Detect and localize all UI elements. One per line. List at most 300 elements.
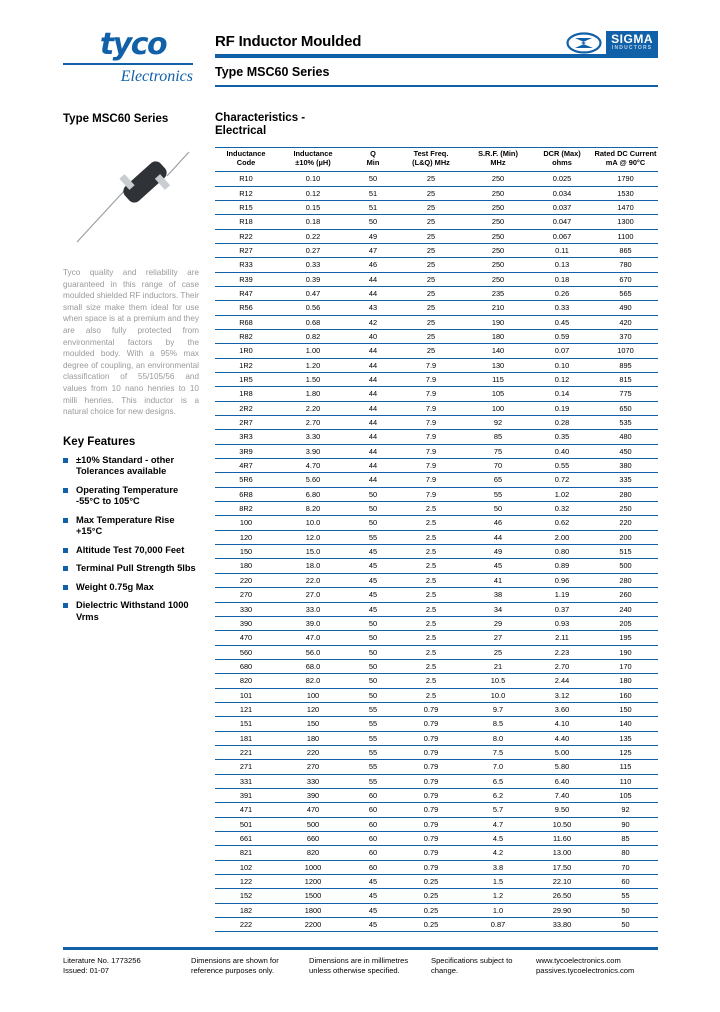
cell-test-freq: 2.5 <box>397 545 465 559</box>
cell-rated-current: 670 <box>593 272 658 286</box>
cell-srf: 235 <box>465 286 531 300</box>
brand-name: tyco <box>99 27 167 62</box>
table-row <box>215 918 658 932</box>
cell-dcr: 0.07 <box>531 344 593 358</box>
table-row <box>215 301 658 315</box>
cell-test-freq: 0.79 <box>397 860 465 874</box>
cell-dcr: 0.37 <box>531 602 593 616</box>
cell-rated-current: 500 <box>593 559 658 573</box>
cell-rated-current: 420 <box>593 315 658 329</box>
bullet-square-icon <box>63 488 68 493</box>
header-line2: MHz <box>490 157 506 167</box>
cell-inductance-code: 121 <box>215 702 277 716</box>
characteristics-heading-line1: Characteristics - <box>215 112 306 124</box>
cell-inductance-code: 680 <box>215 659 277 673</box>
cell-inductance-code: 151 <box>215 717 277 731</box>
cell-srf: 250 <box>465 258 531 272</box>
table-row <box>215 344 658 358</box>
cell-dcr: 0.40 <box>531 444 593 458</box>
right-column <box>215 112 658 932</box>
column-header-rated-current <box>593 148 658 172</box>
series-heading: Type MSC60 Series <box>63 113 169 125</box>
cell-rated-current: 335 <box>593 473 658 487</box>
table-row <box>215 315 658 329</box>
column-header-dcr <box>531 148 593 172</box>
cell-dcr: 0.26 <box>531 286 593 300</box>
title-divider-thin <box>215 85 658 87</box>
table-row <box>215 889 658 903</box>
cell-test-freq: 2.5 <box>397 602 465 616</box>
table-row <box>215 731 658 745</box>
cell-srf: 7.5 <box>465 745 531 759</box>
cell-inductance-value: 0.39 <box>277 272 349 286</box>
header-line1: Rated DC Current <box>594 149 657 158</box>
cell-inductance-value: 390 <box>277 788 349 802</box>
cell-rated-current: 380 <box>593 459 658 473</box>
cell-srf: 4.5 <box>465 832 531 846</box>
table-row <box>215 645 658 659</box>
product-photo <box>63 134 203 259</box>
header-line2: Code <box>236 157 256 167</box>
key-features-heading: Key Features <box>63 435 136 448</box>
cell-inductance-code: 560 <box>215 645 277 659</box>
title-divider-thick <box>215 54 658 58</box>
cell-dcr: 33.80 <box>531 918 593 932</box>
sigma-tagline: INDUCTORS <box>611 45 653 51</box>
issue-date: Issued: 01-07 <box>63 965 110 975</box>
cell-srf: 27 <box>465 631 531 645</box>
feature-item <box>63 563 203 575</box>
feature-item <box>63 515 203 538</box>
cell-inductance-value: 660 <box>277 832 349 846</box>
cell-rated-current: 565 <box>593 286 658 300</box>
footer-website-links[interactable] <box>536 956 658 976</box>
cell-test-freq: 7.9 <box>397 459 465 473</box>
cell-dcr: 17.50 <box>531 860 593 874</box>
cell-srf: 0.87 <box>465 918 531 932</box>
cell-rated-current: 220 <box>593 516 658 530</box>
cell-test-freq: 2.5 <box>397 616 465 630</box>
cell-srf: 1.2 <box>465 889 531 903</box>
cell-dcr: 1.19 <box>531 588 593 602</box>
cell-test-freq: 0.79 <box>397 760 465 774</box>
cell-q-min: 45 <box>349 573 397 587</box>
cell-dcr: 2.44 <box>531 674 593 688</box>
cell-srf: 38 <box>465 588 531 602</box>
cell-dcr: 3.60 <box>531 702 593 716</box>
cell-inductance-value: 5.60 <box>277 473 349 487</box>
cell-inductance-code: 1R2 <box>215 358 277 372</box>
cell-test-freq: 2.5 <box>397 516 465 530</box>
table-row <box>215 502 658 516</box>
cell-inductance-code: 152 <box>215 889 277 903</box>
cell-srf: 250 <box>465 229 531 243</box>
cell-dcr: 0.037 <box>531 200 593 214</box>
header-line1: DCR (Max) <box>543 149 581 158</box>
cell-rated-current: 535 <box>593 416 658 430</box>
cell-srf: 92 <box>465 416 531 430</box>
cell-inductance-value: 2.20 <box>277 401 349 415</box>
cell-test-freq: 0.25 <box>397 903 465 917</box>
cell-inductance-code: R10 <box>215 172 277 186</box>
cell-inductance-code: R56 <box>215 301 277 315</box>
cell-test-freq: 25 <box>397 286 465 300</box>
cell-test-freq: 2.5 <box>397 530 465 544</box>
cell-srf: 29 <box>465 616 531 630</box>
cell-q-min: 45 <box>349 588 397 602</box>
table-row <box>215 401 658 415</box>
header-line2: mA @ 90°C <box>605 157 646 167</box>
table-row <box>215 473 658 487</box>
table-row <box>215 832 658 846</box>
header-line2: ±10% (µH) <box>295 157 331 167</box>
cell-test-freq: 25 <box>397 272 465 286</box>
cell-rated-current: 490 <box>593 301 658 315</box>
cell-srf: 5.7 <box>465 803 531 817</box>
cell-srf: 65 <box>465 473 531 487</box>
cell-rated-current: 1100 <box>593 229 658 243</box>
cell-q-min: 45 <box>349 559 397 573</box>
cell-rated-current: 140 <box>593 717 658 731</box>
cell-q-min: 55 <box>349 731 397 745</box>
website-url[interactable]: www.tycoelectronics.com <box>536 955 621 965</box>
table-row <box>215 430 658 444</box>
table-row <box>215 559 658 573</box>
cell-inductance-value: 220 <box>277 745 349 759</box>
cell-inductance-code: 181 <box>215 731 277 745</box>
cell-rated-current: 150 <box>593 702 658 716</box>
feature-item <box>63 485 203 508</box>
cell-test-freq: 0.79 <box>397 745 465 759</box>
cell-inductance-value: 22.0 <box>277 573 349 587</box>
cell-dcr: 0.89 <box>531 559 593 573</box>
cell-inductance-value: 1200 <box>277 875 349 889</box>
cell-test-freq: 2.5 <box>397 631 465 645</box>
header-line2: (L&Q) MHz <box>412 157 450 167</box>
feature-label: Dielectric Withstand 1000 Vrms <box>76 600 189 622</box>
column-header-q-min <box>349 148 397 172</box>
cell-test-freq: 25 <box>397 186 465 200</box>
cell-rated-current: 480 <box>593 430 658 444</box>
cell-srf: 210 <box>465 301 531 315</box>
feature-label: Terminal Pull Strength 5lbs <box>76 563 196 574</box>
table-row <box>215 817 658 831</box>
cell-dcr: 0.025 <box>531 172 593 186</box>
cell-rated-current: 450 <box>593 444 658 458</box>
cell-q-min: 49 <box>349 229 397 243</box>
cell-rated-current: 50 <box>593 903 658 917</box>
cell-rated-current: 895 <box>593 358 658 372</box>
cell-inductance-value: 1500 <box>277 889 349 903</box>
cell-dcr: 9.50 <box>531 803 593 817</box>
cell-inductance-value: 0.33 <box>277 258 349 272</box>
cell-inductance-value: 0.68 <box>277 315 349 329</box>
cell-q-min: 55 <box>349 760 397 774</box>
table-row <box>215 487 658 501</box>
feature-item <box>63 582 203 594</box>
cell-rated-current: 110 <box>593 774 658 788</box>
cell-q-min: 45 <box>349 903 397 917</box>
cell-q-min: 50 <box>349 674 397 688</box>
cell-test-freq: 2.5 <box>397 674 465 688</box>
cell-rated-current: 70 <box>593 860 658 874</box>
cell-inductance-code: 1R5 <box>215 373 277 387</box>
cell-inductance-code: R33 <box>215 258 277 272</box>
column-header-srf <box>465 148 531 172</box>
sigma-logo <box>566 31 658 54</box>
header-line1: Test Freq. <box>413 149 449 158</box>
cell-q-min: 44 <box>349 286 397 300</box>
cell-srf: 6.2 <box>465 788 531 802</box>
cell-inductance-value: 0.18 <box>277 215 349 229</box>
literature-number: Literature No. 1773256 <box>63 955 141 965</box>
cell-inductance-code: 821 <box>215 846 277 860</box>
footer-divider <box>63 947 658 950</box>
cell-inductance-value: 12.0 <box>277 530 349 544</box>
table-row <box>215 459 658 473</box>
footer-text-line: Dimensions are in millimetres <box>309 955 409 965</box>
column-header-test-freq <box>397 148 465 172</box>
cell-inductance-code: 331 <box>215 774 277 788</box>
cell-inductance-value: 68.0 <box>277 659 349 673</box>
cell-inductance-value: 56.0 <box>277 645 349 659</box>
feature-item <box>63 545 203 557</box>
table-row <box>215 803 658 817</box>
cell-rated-current: 85 <box>593 832 658 846</box>
cell-srf: 130 <box>465 358 531 372</box>
cell-test-freq: 2.5 <box>397 659 465 673</box>
cell-q-min: 45 <box>349 918 397 932</box>
table-row <box>215 688 658 702</box>
cell-test-freq: 25 <box>397 315 465 329</box>
cell-rated-current: 80 <box>593 846 658 860</box>
cell-srf: 75 <box>465 444 531 458</box>
table-row <box>215 329 658 343</box>
cell-dcr: 0.28 <box>531 416 593 430</box>
table-row <box>215 215 658 229</box>
cell-inductance-value: 0.82 <box>277 329 349 343</box>
cell-q-min: 50 <box>349 172 397 186</box>
table-row <box>215 631 658 645</box>
cell-rated-current: 280 <box>593 487 658 501</box>
cell-rated-current: 815 <box>593 373 658 387</box>
cell-rated-current: 370 <box>593 329 658 343</box>
cell-inductance-code: 270 <box>215 588 277 602</box>
cell-inductance-value: 47.0 <box>277 631 349 645</box>
cell-srf: 6.5 <box>465 774 531 788</box>
cell-test-freq: 2.5 <box>397 645 465 659</box>
column-header-inductance-code <box>215 148 277 172</box>
cell-inductance-code: 5R6 <box>215 473 277 487</box>
cell-srf: 1.5 <box>465 875 531 889</box>
cell-rated-current: 650 <box>593 401 658 415</box>
cell-inductance-value: 27.0 <box>277 588 349 602</box>
cell-q-min: 45 <box>349 875 397 889</box>
cell-srf: 105 <box>465 387 531 401</box>
cell-inductance-code: R27 <box>215 243 277 257</box>
cell-test-freq: 7.9 <box>397 358 465 372</box>
cell-test-freq: 0.25 <box>397 889 465 903</box>
table-row <box>215 387 658 401</box>
footer-specs-note <box>431 956 536 976</box>
cell-test-freq: 2.5 <box>397 688 465 702</box>
cell-test-freq: 25 <box>397 258 465 272</box>
table-header-row <box>215 148 658 172</box>
cell-inductance-code: 182 <box>215 903 277 917</box>
cell-dcr: 5.80 <box>531 760 593 774</box>
cell-dcr: 4.10 <box>531 717 593 731</box>
cell-inductance-code: 6R8 <box>215 487 277 501</box>
cell-srf: 115 <box>465 373 531 387</box>
cell-rated-current: 105 <box>593 788 658 802</box>
cell-inductance-value: 0.47 <box>277 286 349 300</box>
characteristics-heading-line2: Electrical <box>215 125 267 137</box>
cell-q-min: 44 <box>349 344 397 358</box>
cell-inductance-code: 1R8 <box>215 387 277 401</box>
cell-test-freq: 25 <box>397 172 465 186</box>
cell-q-min: 42 <box>349 315 397 329</box>
cell-q-min: 55 <box>349 745 397 759</box>
cell-rated-current: 200 <box>593 530 658 544</box>
cell-test-freq: 25 <box>397 243 465 257</box>
cell-inductance-code: 102 <box>215 860 277 874</box>
table-row <box>215 530 658 544</box>
cell-q-min: 50 <box>349 645 397 659</box>
cell-q-min: 51 <box>349 200 397 214</box>
cell-dcr: 0.59 <box>531 329 593 343</box>
cell-q-min: 46 <box>349 258 397 272</box>
bullet-square-icon <box>63 458 68 463</box>
table-row <box>215 659 658 673</box>
feature-label: Weight 0.75g Max <box>76 581 154 592</box>
header-line1: S.R.F. (Min) <box>478 149 518 158</box>
left-column <box>63 112 203 630</box>
cell-q-min: 51 <box>349 186 397 200</box>
table-row <box>215 846 658 860</box>
cell-inductance-code: 180 <box>215 559 277 573</box>
cell-inductance-value: 8.20 <box>277 502 349 516</box>
passives-url[interactable]: passives.tycoelectronics.com <box>536 965 635 975</box>
table-body <box>215 172 658 932</box>
page-header <box>0 0 720 108</box>
cell-q-min: 45 <box>349 889 397 903</box>
cell-inductance-value: 150 <box>277 717 349 731</box>
cell-inductance-code: 2R7 <box>215 416 277 430</box>
cell-rated-current: 160 <box>593 688 658 702</box>
cell-srf: 250 <box>465 243 531 257</box>
cell-srf: 7.0 <box>465 760 531 774</box>
cell-srf: 41 <box>465 573 531 587</box>
table-row <box>215 745 658 759</box>
cell-dcr: 0.55 <box>531 459 593 473</box>
cell-q-min: 55 <box>349 717 397 731</box>
cell-inductance-code: 390 <box>215 616 277 630</box>
table-row <box>215 444 658 458</box>
cell-srf: 180 <box>465 329 531 343</box>
cell-q-min: 50 <box>349 616 397 630</box>
cell-inductance-value: 270 <box>277 760 349 774</box>
cell-srf: 250 <box>465 172 531 186</box>
cell-inductance-code: 8R2 <box>215 502 277 516</box>
header-line1: Inductance <box>293 149 333 158</box>
cell-test-freq: 2.5 <box>397 588 465 602</box>
cell-inductance-value: 4.70 <box>277 459 349 473</box>
footer-text-line: change. <box>431 965 459 975</box>
cell-q-min: 50 <box>349 688 397 702</box>
cell-inductance-value: 3.90 <box>277 444 349 458</box>
cell-inductance-value: 0.22 <box>277 229 349 243</box>
cell-rated-current: 250 <box>593 502 658 516</box>
cell-dcr: 0.13 <box>531 258 593 272</box>
cell-srf: 4.7 <box>465 817 531 831</box>
cell-inductance-value: 6.80 <box>277 487 349 501</box>
sigma-name: SIGMA <box>611 32 653 46</box>
bullet-square-icon <box>63 518 68 523</box>
cell-dcr: 11.60 <box>531 832 593 846</box>
cell-test-freq: 7.9 <box>397 444 465 458</box>
table-row <box>215 903 658 917</box>
tyco-logo <box>63 27 203 85</box>
cell-srf: 49 <box>465 545 531 559</box>
cell-inductance-value: 2.70 <box>277 416 349 430</box>
cell-inductance-code: 3R3 <box>215 430 277 444</box>
cell-q-min: 44 <box>349 430 397 444</box>
header-line1: Inductance <box>226 149 266 158</box>
cell-rated-current: 865 <box>593 243 658 257</box>
cell-rated-current: 195 <box>593 631 658 645</box>
cell-inductance-value: 0.12 <box>277 186 349 200</box>
cell-srf: 140 <box>465 344 531 358</box>
cell-test-freq: 0.79 <box>397 832 465 846</box>
cell-srf: 34 <box>465 602 531 616</box>
cell-test-freq: 2.5 <box>397 559 465 573</box>
table-row <box>215 674 658 688</box>
cell-q-min: 44 <box>349 387 397 401</box>
table-row <box>215 200 658 214</box>
cell-inductance-value: 2200 <box>277 918 349 932</box>
cell-inductance-value: 10.0 <box>277 516 349 530</box>
page-title: RF Inductor Moulded <box>215 33 362 50</box>
cell-test-freq: 0.79 <box>397 803 465 817</box>
cell-inductance-value: 1.80 <box>277 387 349 401</box>
cell-dcr: 0.96 <box>531 573 593 587</box>
cell-inductance-value: 180 <box>277 731 349 745</box>
footer-text-line: reference purposes only. <box>191 965 275 975</box>
cell-q-min: 60 <box>349 860 397 874</box>
cell-dcr: 7.40 <box>531 788 593 802</box>
cell-dcr: 2.11 <box>531 631 593 645</box>
cell-dcr: 5.00 <box>531 745 593 759</box>
cell-srf: 250 <box>465 272 531 286</box>
cell-inductance-value: 1000 <box>277 860 349 874</box>
cell-inductance-code: R68 <box>215 315 277 329</box>
cell-srf: 3.8 <box>465 860 531 874</box>
cell-test-freq: 7.9 <box>397 401 465 415</box>
table-row <box>215 875 658 889</box>
cell-dcr: 6.40 <box>531 774 593 788</box>
bullet-square-icon <box>63 603 68 608</box>
brand-subname: Electronics <box>120 68 193 85</box>
cell-dcr: 22.10 <box>531 875 593 889</box>
table-row <box>215 860 658 874</box>
cell-rated-current: 90 <box>593 817 658 831</box>
footer-dimensions-note <box>191 956 309 976</box>
cell-inductance-value: 1.20 <box>277 358 349 372</box>
cell-q-min: 55 <box>349 530 397 544</box>
cell-dcr: 0.18 <box>531 272 593 286</box>
cell-rated-current: 135 <box>593 731 658 745</box>
cell-q-min: 50 <box>349 502 397 516</box>
